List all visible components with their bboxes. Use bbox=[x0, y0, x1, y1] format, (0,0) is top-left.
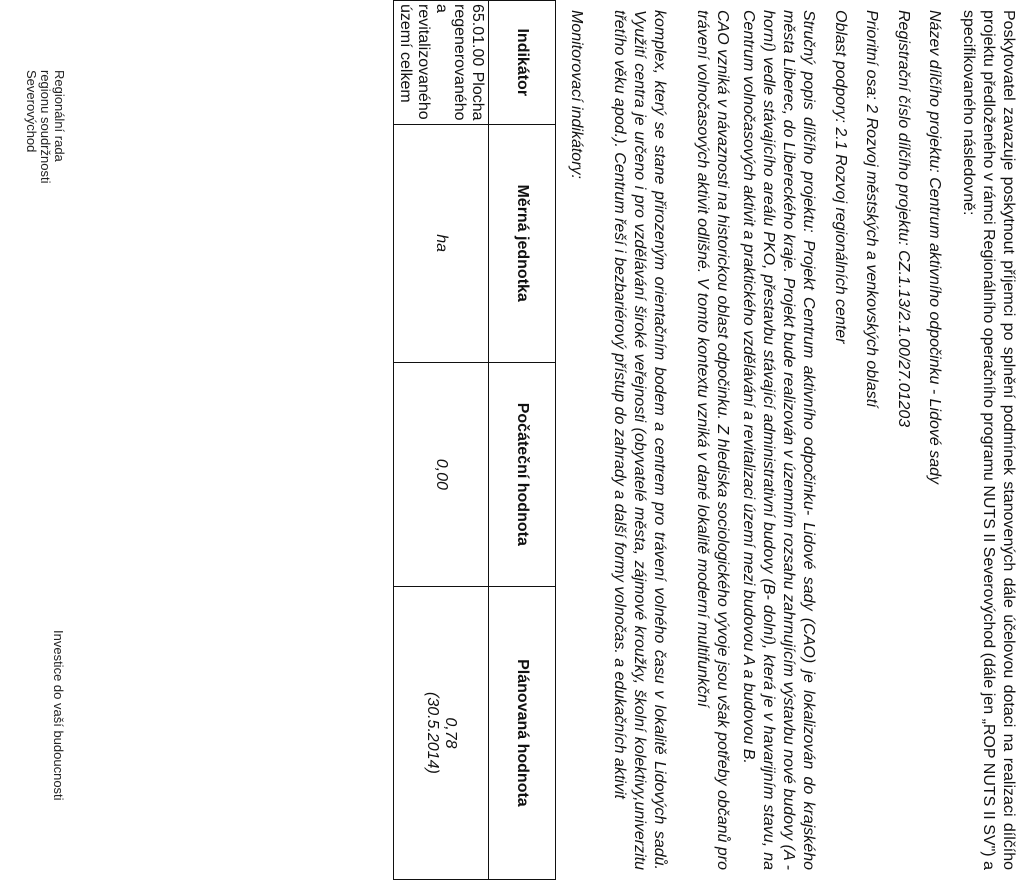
cell-planned-value bbox=[394, 586, 489, 879]
header-unit: Měrná jednotka bbox=[489, 124, 556, 362]
cao-paragraph: CAO vzniká v návaznosti na historickou oblast odpočinku. Z hlediska sociologického vývoje jsou však potřeby občanů pro trávení volnočasových aktivit odlišné. V tomto kontextu vzniká v dané lokalitě moderní multifunkční bbox=[694, 10, 731, 871]
table-header-row bbox=[489, 1, 556, 880]
cell-indicator: 65.01.00 Plocha regenerovaného a revitalizovaného území celkem bbox=[394, 1, 489, 125]
registration-number: Registrační číslo dílčího projektu: CZ.1.13/2.1.00/27.01203 bbox=[895, 10, 912, 428]
footer-line-2: regionu soudržnosti bbox=[38, 70, 53, 184]
footer-slogan: Investice do vaší budoucnosti bbox=[51, 630, 66, 801]
header-indicator: Indikátor bbox=[489, 1, 556, 125]
support-area: Oblast podpory: 2.1 Rozvoj regionálních center bbox=[832, 10, 849, 344]
planned-date: (30.5.2014) bbox=[424, 691, 441, 774]
intro-paragraph: Poskytovatel zavazuje poskytnout příjemci po splnění podmínek stanovených dále účelovou dotaci na realizaci dílčího projektu předloženého v rámci Regionálního operačního programu NUTS II Severovýchod (dále jen „ROP NUTS II SV") a specifikovaného následovně: bbox=[960, 10, 1017, 870]
cell-unit: ha bbox=[394, 124, 489, 362]
header-start-value: Počáteční hodnota bbox=[489, 362, 556, 586]
monitoring-heading: Monitorovací indikátory: bbox=[568, 10, 585, 179]
footer-logo-text bbox=[24, 70, 66, 183]
priority-axis: Prioritní osa: 2 Rozvoj městských a venkovských oblastí bbox=[863, 10, 880, 408]
komplex-paragraph: komplex, který se stane přirozeným orientačním bodem a centrem pro trávení volného času v lokalitě Lidových sadů. Využití centra je určeno i pro vzdělávání široké veřejnosti (obyvatelé města, zájmové kroužky, školní kolektivy,univerzitu třetího věku apod.). Centrum řeší i bezbariérový přístup do zahrady a další formy volnočas. a edukačních aktivit bbox=[611, 10, 668, 870]
indicator-table bbox=[393, 0, 556, 880]
header-planned-value: Plánovaná hodnota bbox=[489, 586, 556, 879]
footer-line-3: Severovýchod bbox=[24, 70, 39, 153]
footer-line-1: Regionální rada bbox=[52, 70, 67, 162]
planned-value: 0,78 bbox=[442, 717, 459, 749]
project-name: Název dílčího projektu: Centrum aktivního odpočinku - Lidové sady bbox=[926, 10, 943, 485]
table-row bbox=[394, 1, 489, 880]
cell-start-value: 0,00 bbox=[394, 362, 489, 586]
project-description: Stručný popis dílčího projektu: Projekt Centrum aktivního odpočinku- Lidové sady (CAO) je lokalizován do krajského města Liberec, do Libereckého kraje. Projekt bude realizován v územním rozsahu zahrnujícím výstavbu nové budovy (A - horní) vedle stávajícího areálu PKO, přestavbu stávající administrativní budovy (B- dolní), která je v havarijním stavu, na Centrum volnočasových aktivit a praktického vzdělávání a revitalizaci území mezi budovou A a budovou B. bbox=[740, 10, 817, 870]
